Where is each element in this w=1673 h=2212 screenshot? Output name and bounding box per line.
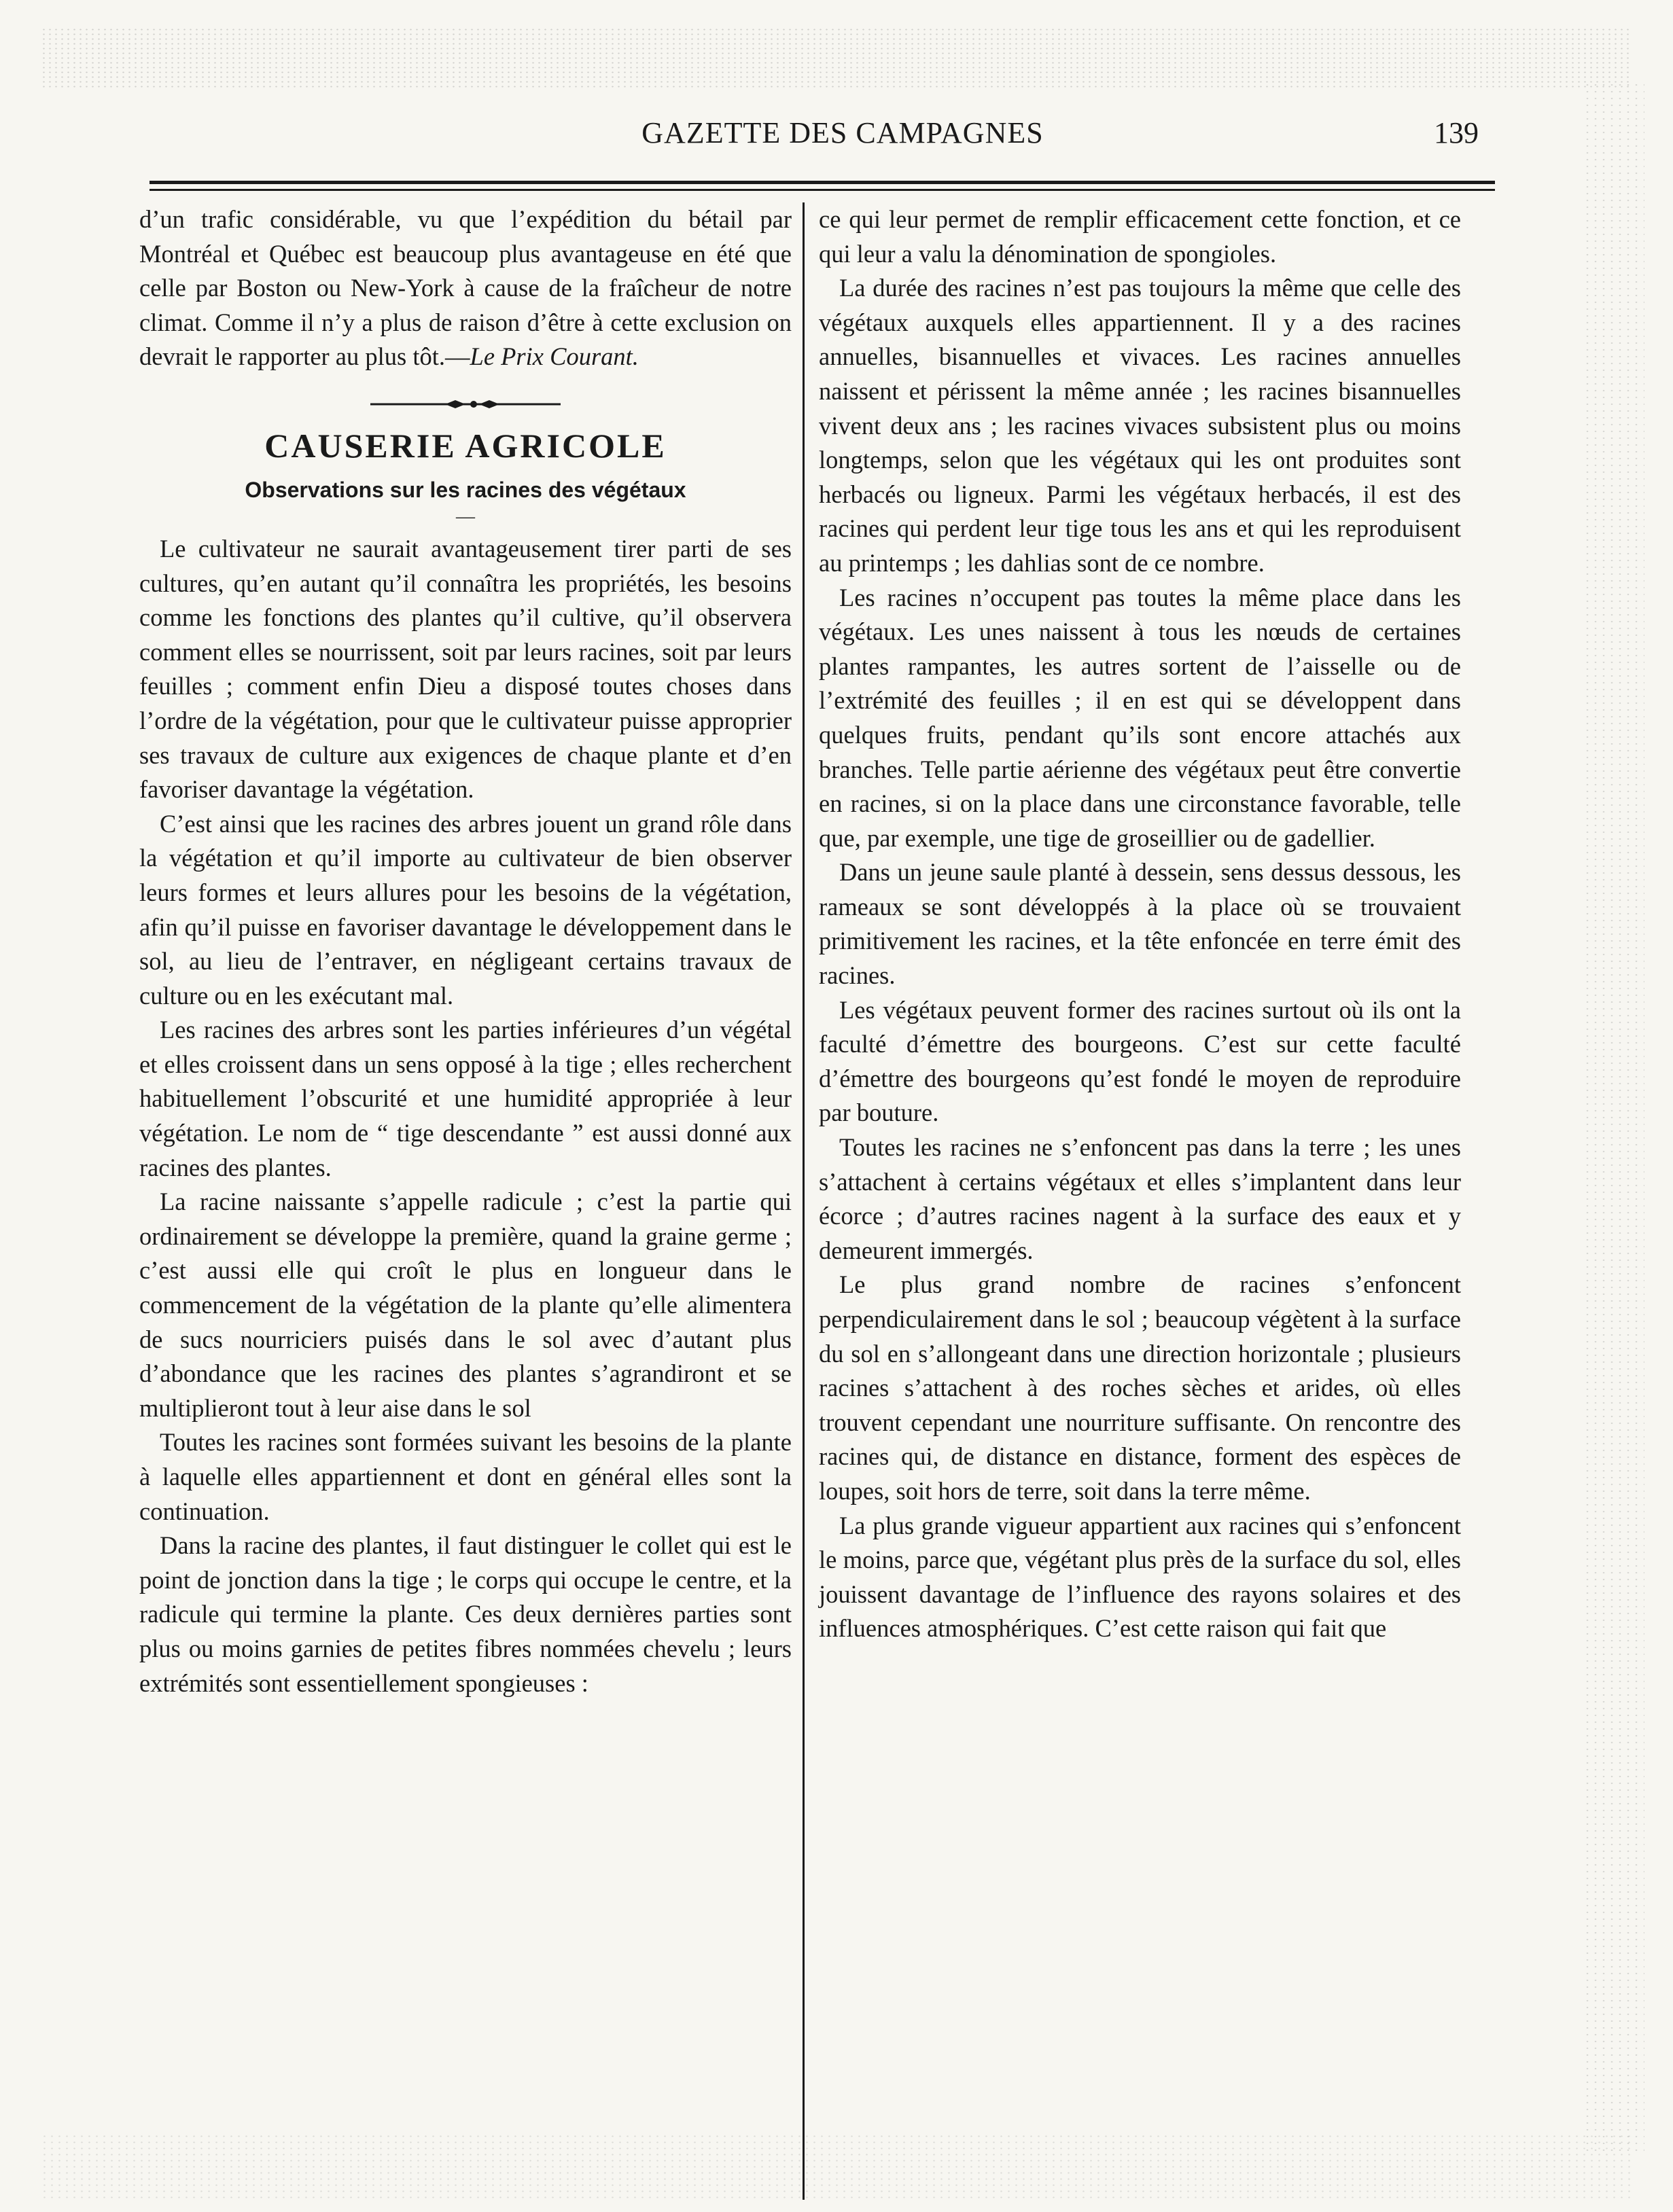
article-paragraph: Toutes les racines ne s’enfoncent pas dans la terre ; les unes s’attachent à certains végétaux et elles s’implantent dans leur écorce ; d’autres racines nagent à la surface des eaux et y demeurent immergés.: [819, 1133, 1461, 1264]
article-paragraph: La plus grande vigueur appartient aux racines qui s’enfoncent le moins, parce que, végétant plus près de la surface du sol, elles jouissent davantage de l’influence des rayons solaires et des influences atmosphériques. C’est cette raison qui fait que: [819, 1511, 1461, 1643]
section-subtitle: Observations sur les racines des végétaux: [245, 477, 686, 502]
article-paragraph: Les végétaux peuvent former des racines surtout où ils ont la faculté d’émettre des bourgeons. C’est sur cette faculté d’émettre des bourgeons qu’est fondé le moyen de reproduire par bouture.: [819, 995, 1461, 1127]
section-title: CAUSERIE AGRICOLE: [264, 426, 667, 465]
article-paragraph: Dans un jeune saule planté à dessein, sens dessus dessous, les rameaux se sont développés à la place où se trouvaient primitivement les racines, et la tête enfoncée en terre émit des racines.: [819, 858, 1461, 990]
left-column: [139, 202, 792, 1700]
article-paragraph: ce qui leur permet de remplir efficacement cette fonction, et ce qui leur a valu la dénomination de spongioles.: [819, 205, 1461, 268]
header-rule-thick: [149, 181, 1495, 184]
column-divider: [803, 202, 805, 2200]
article-paragraph: Toutes les racines sont formées suivant les besoins de la plante à laquelle elles appartiennent et dont en général elles sont la continuation.: [139, 1428, 792, 1525]
article-paragraph: Dans la racine des plantes, il faut distinguer le collet qui est le point de jonction dans la tige ; le corps qui occupe le centre, et la radicule qui termine la plante. Ces deux dernières parties sont plus ou moins garnies de petites fibres nommées chevelu ; leurs extrémités sont essentiellement spongieuses :: [139, 1531, 792, 1697]
print-speckle-bottom: [41, 2133, 1631, 2201]
article-paragraph: Les racines des arbres sont les parties inférieures d’un végétal et elles croissent dans un sens opposé à la tige ; elles recherchent habituellement l’obscurité et une humidité appropriée à leur végétation. Le nom de “ tige descendante ” est aussi donné aux racines des plantes.: [139, 1016, 792, 1181]
section-ornament: [139, 389, 792, 419]
article-paragraph: La racine naissante s’appelle radicule ; c’est la partie qui ordinairement se développe la première, quand la graine germe ; c’est aussi elle qui croît le plus en longueur dans le commencement de la végétation de la plante qu’elle alimentera de sucs nourriciers puisés dans le sol avec d’autant plus d’abondance que les racines des plantes s’agrandiront et se multiplieront tout à leur aise dans le sol: [139, 1188, 792, 1422]
article-paragraph: C’est ainsi que les racines des arbres jouent un grand rôle dans la végétation et qu’il importe au cultivateur de bien observer leurs formes et leurs allures pour les besoins de la végétation, afin qu’il puisse en favoriser davantage le développement dans le sol, au lieu de l’entraver, en négligeant certains travaux de culture ou en les exécutant mal.: [139, 809, 792, 1010]
running-head-title: GAZETTE DES CAMPAGNES: [641, 116, 1044, 149]
intro-source: Le Prix Courant.: [470, 342, 639, 371]
header-rule-thin: [149, 189, 1495, 191]
right-column: [819, 202, 1461, 1646]
article-paragraph: Le cultivateur ne saurait avantageusement tirer parti de ses cultures, qu’en autant qu’il connaîtra les propriétés, les besoins comme les fonctions des plantes qu’il cultive, qu’il observera comment elles se nourrissent, soit par leurs racines, soit par leurs feuilles ; comment enfin Dieu a disposé toutes choses dans l’ordre de la végétation, pour que le cultivateur puisse approprier ses travaux de culture aux exigences de chaque plante et d’en favoriser davantage la végétation.: [139, 534, 792, 804]
intro-paragraph: [139, 202, 792, 374]
intro-paragraph-text: d’un trafic considérable, vu que l’expédition du bétail par Montréal et Québec est beaucoup plus avantageuse en été que celle par Boston ou New-York à cause de la fraîcheur de notre climat. Comme il n’y a plus de raison d’être à cette exclusion on devrait le rapporter au plus tôt.—: [139, 205, 792, 371]
page-number: 139: [1434, 116, 1479, 149]
article-paragraph: Le plus grand nombre de racines s’enfoncent perpendiculairement dans le sol ; beaucoup végètent à la surface du sol en s’allongeant dans une direction horizontale ; plusieurs racines s’attachent à des roches sèches et arides, où elles trouvent cependant une nourriture suffisante. On rencontre des racines qui, de distance en distance, forment des espèces de loupes, soit hors de terre, soit dans la terre même.: [819, 1270, 1461, 1505]
article-paragraph: Les racines n’occupent pas toutes la même place dans les végétaux. Les unes naissent à tous les nœuds de certaines plantes rampantes, les autres sortent de l’aisselle ou de l’extrémité des feuilles ; il en est qui se développent dans quelques fruits, pendant qu’ils sont encore attachés aux branches. Telle partie aérienne des végétaux peut être convertie en racines, si on la place dans une circonstance favorable, telle que, par exemple, une tige de groseillier ou de gadellier.: [819, 583, 1461, 852]
article-paragraph: La durée des racines n’est pas toujours la même que celle des végétaux auxquels elles appartiennent. Il y a des racines annuelles, bisannuelles et vivaces. Les racines annuelles naissent et périssent la même année ; les racines bisannuelles vivent deux ans ; les racines vivaces subsistent plus ou moins longtemps, selon que les végétaux qui les ont produites sont herbacés ou ligneux. Parmi les végétaux herbacés, il est des racines qui perdent leur tige tous les ans et qui les reproduisent au printemps ; les dahlias sont de ce nombre.: [819, 274, 1461, 577]
ornament-rule-icon: [370, 397, 561, 411]
print-speckle-top: [41, 27, 1631, 88]
subtitle-dash: —: [456, 505, 475, 527]
print-speckle-right: [1583, 82, 1644, 2154]
